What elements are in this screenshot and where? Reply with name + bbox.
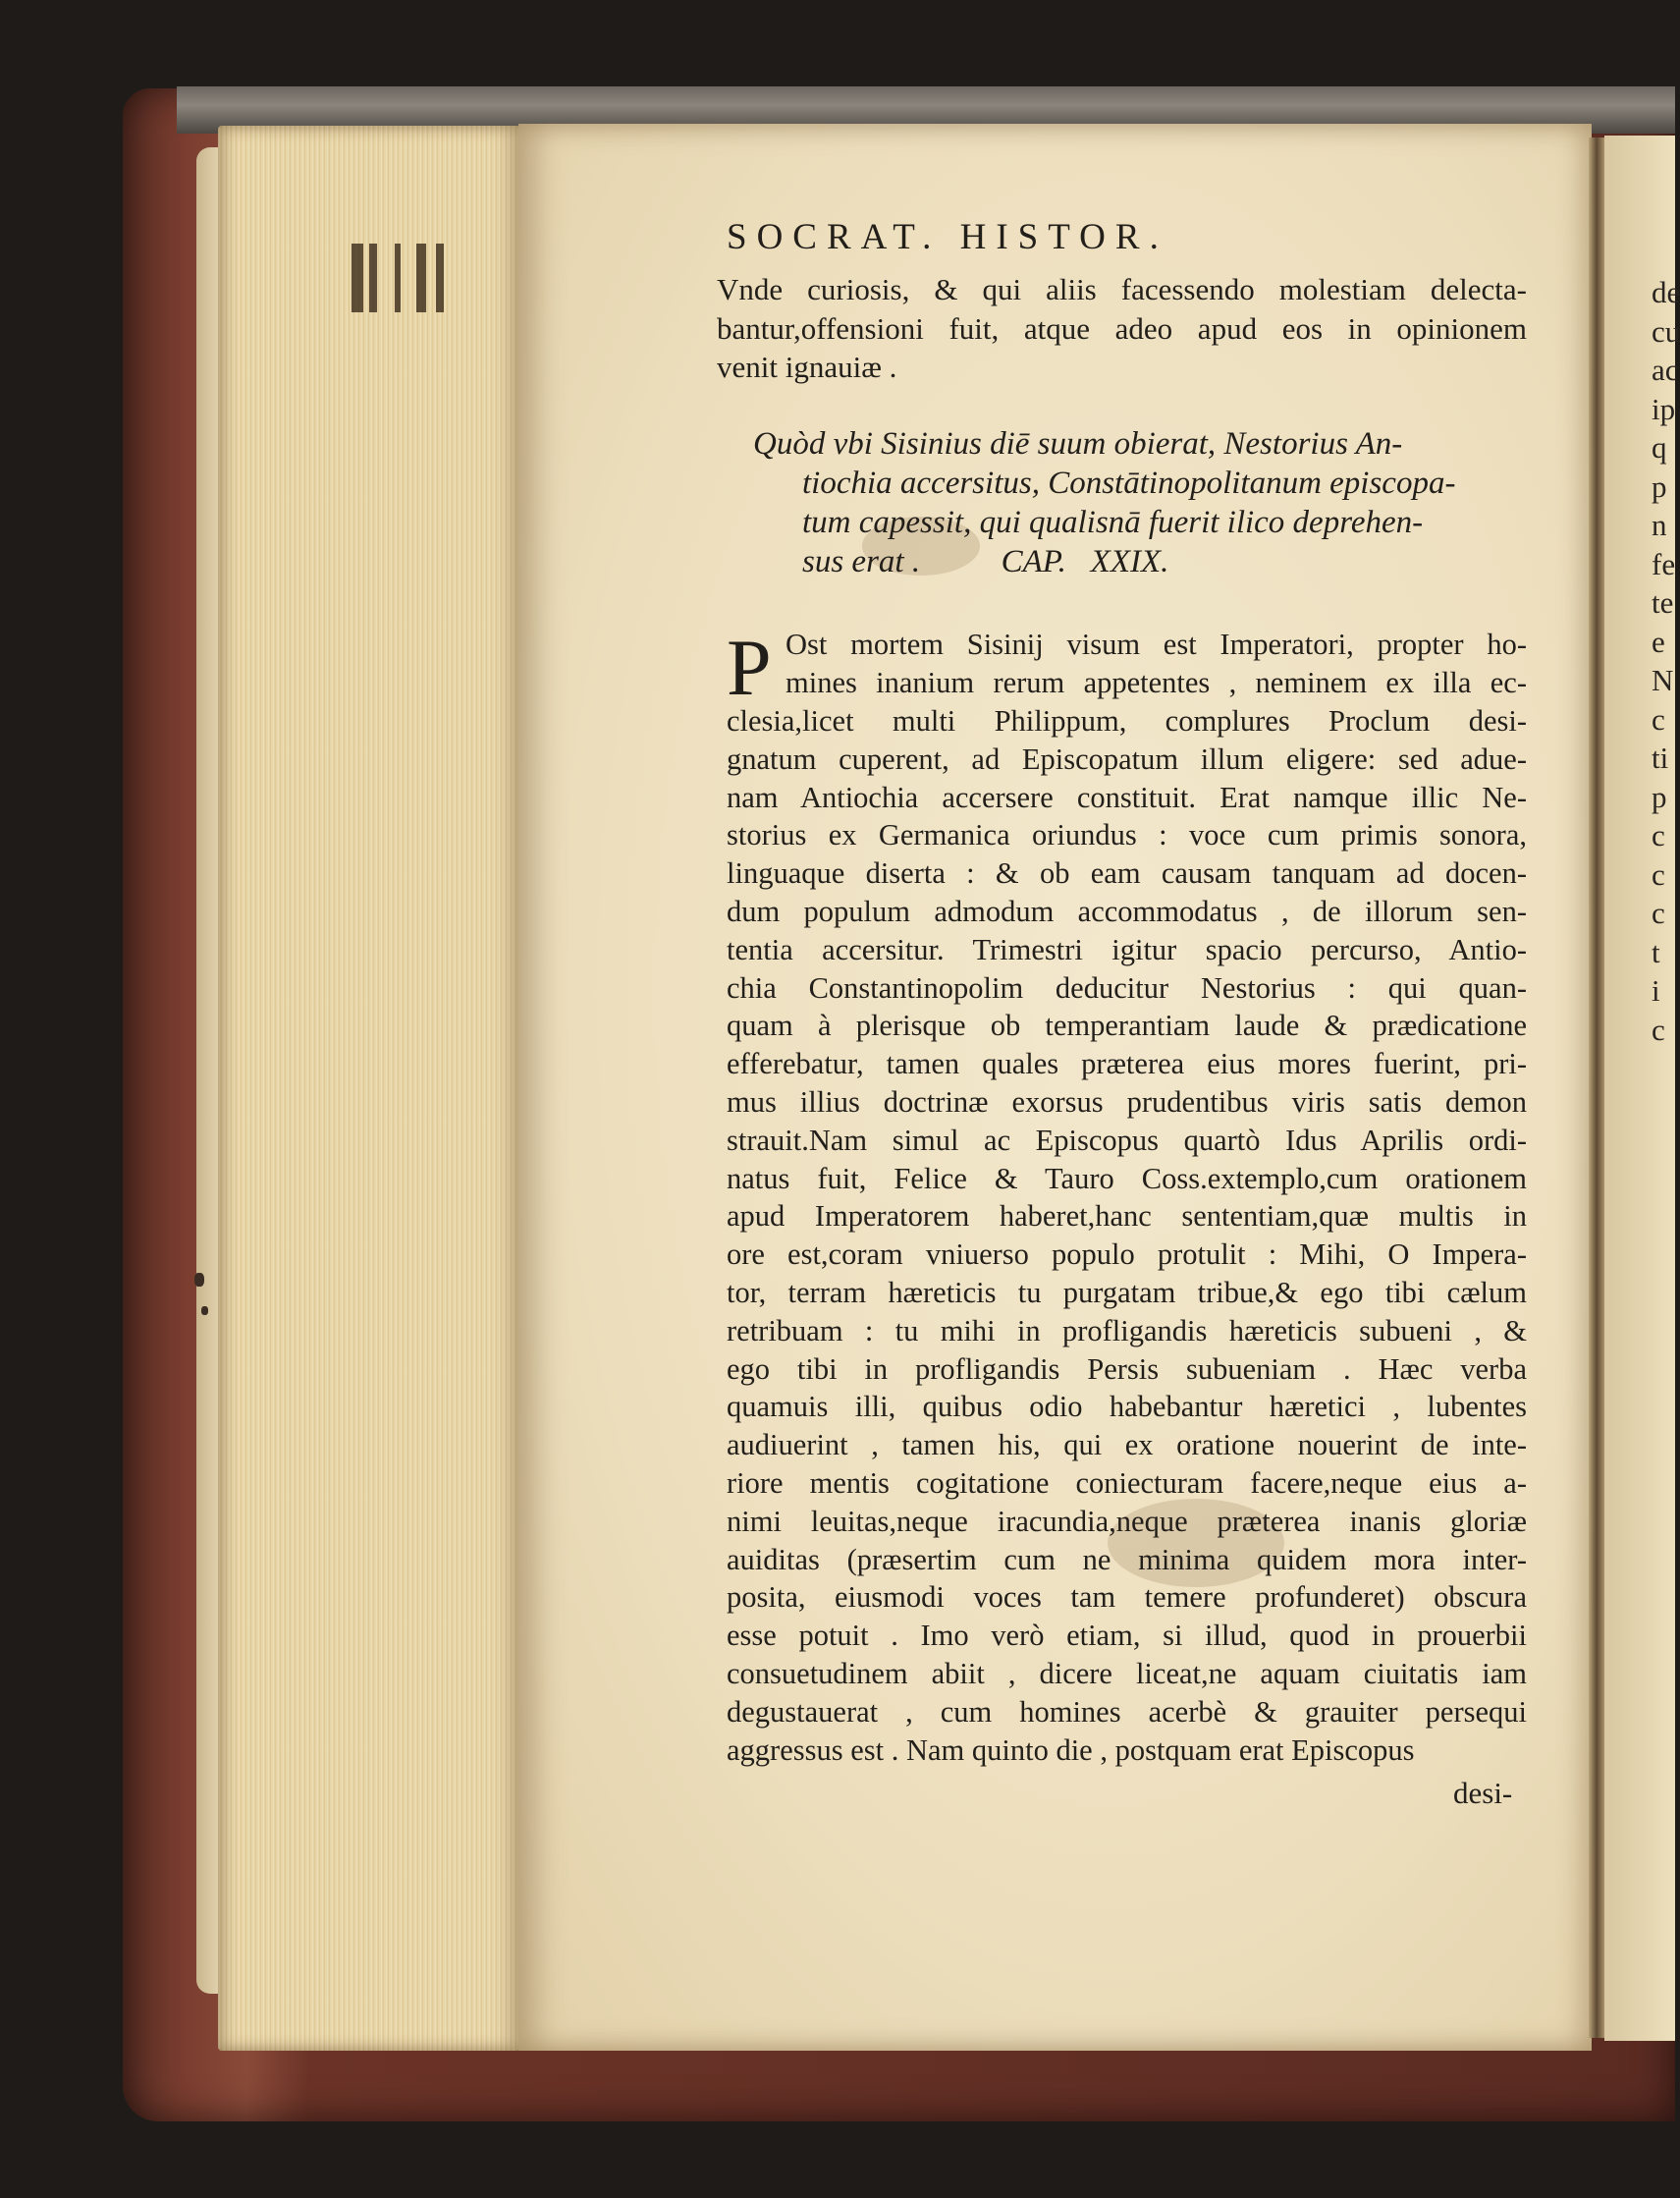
facing-fragment: ip [1652,391,1676,426]
text-line: chia Constantinopolim deducitur Nestorius : qui quan- [727,970,1527,1005]
running-head: SOCRAT. HISTOR. [727,217,1168,257]
heading-line: sus erat . CAP. XXIX. [802,544,1169,579]
text-line: riore mentis cogitatione coniecturam facere,neque eius a- [727,1465,1527,1500]
facing-page [1604,136,1680,2041]
text-line: mines inanium rerum appetentes , neminem ex illa ec- [786,665,1527,699]
facing-fragment: de [1652,275,1680,309]
facing-fragment: c [1652,1012,1665,1047]
text-line: bantur,offensioni fuit, atque adeo apud eos in opinionem [717,310,1527,346]
text-line: ore est,coram vniuerso populo protulit : Mihi, O Impera- [727,1237,1527,1272]
text-line: dum populum admodum accommodatus , de illorum sen- [727,894,1527,928]
text-line: nam Antiochia accersere constituit. Erat namque illic Ne- [727,780,1527,814]
text-line: nimi leuitas,neque iracundia,neque præterea inanis gloriæ [727,1504,1527,1538]
text-line: venit ignauiæ . [717,350,897,384]
facing-fragment: ti [1652,741,1669,775]
facing-fragment: cu [1652,313,1680,349]
text-line: tor, terram hæreticis tu purgatam tribue,& ego tibi cælum [727,1275,1527,1309]
body-opening [786,626,1527,702]
facing-page-text [1604,273,1680,1049]
cover-nail [194,1273,204,1287]
text-line: quam à plerisque ob temperantiam laude & prædicatione [727,1009,1527,1043]
heading-line: tiochia accersitus, Constātinopolitanum episcopa- [802,466,1456,501]
text-line: strauit.Nam simul ac Episcopus quartò Idus Aprilis ordi- [727,1123,1527,1157]
facing-fragment: c [1652,701,1665,737]
page-block-edge [218,126,520,2051]
heading-line: tum capessit, qui qualisnā fuerit ilico deprehen- [802,505,1424,540]
text-line: Vnde curiosis, & qui aliis facessendo molestiam delecta- [717,272,1527,306]
facing-fragment: c [1652,856,1665,892]
text-line: auiditas (præsertim cum ne minima quidem mora inter- [727,1542,1527,1576]
text-line: tentia accersitur. Trimestri igitur spacio percurso, Antio- [727,932,1527,966]
body-text [727,702,1527,1769]
facing-fragment: ac [1652,353,1679,387]
facing-fragment: t [1652,934,1660,969]
text-line: apud Imperatorem haberet,hanc sententiam,quæ multis in [727,1199,1527,1234]
text-line: retribuam : tu mihi in profligandis hæreticis subueni , & [727,1313,1527,1347]
facing-fragment: p [1652,779,1667,814]
text-line: clesia,licet multi Philippum, complures Proclum desi- [727,704,1527,738]
facing-fragment: N [1652,663,1674,697]
text-line: ego tibi in profligandis Persis subueniam . Hæc verba [727,1351,1527,1386]
facing-fragment: c [1652,818,1665,852]
text-line: quamuis illi, quibus odio habebantur hæretici , lubentes [727,1390,1527,1424]
text-line: natus fuit, Felice & Tauro Coss.extemplo,cum orationem [727,1161,1527,1195]
text-line: gnatum cuperent, ad Episcopatum illum eligere: sed adue- [727,742,1527,776]
text-line: consuetudinem abiit , dicere liceat,ne aquam ciuitatis iam [727,1656,1527,1690]
heading-line: Quòd vbi Sisinius diē suum obierat, Nestorius An- [753,426,1403,462]
text-line: audiuerint , tamen his, qui ex oratione nouerint de inte- [727,1428,1527,1462]
facing-fragment: c [1652,896,1665,930]
facing-fragment: fe [1652,546,1676,581]
text-line: efferebatur, tamen quales præterea eius mores fuerint, pri- [727,1047,1527,1081]
text-line: mus illius doctrinæ exorsus prudentibus viris satis demon [727,1084,1527,1119]
facing-fragment: p [1652,468,1667,504]
facing-fragment: e [1652,624,1665,659]
text-line: esse potuit . Imo verò etiam, si illud, quod in prouerbii [727,1619,1527,1653]
text-line: storius ex Germanica oriundus : voce cum primis sonora, [727,818,1527,852]
drop-cap: P [727,623,772,712]
facing-fragment: q [1652,430,1667,465]
text-line: aggressus est . Nam quinto die , postquam erat Episcopus [727,1732,1415,1767]
chapter-heading [753,424,1509,581]
facing-fragment: i [1652,973,1660,1008]
text-line: degustauerat , cum homines acerbè & grauiter persequi [727,1694,1527,1729]
facing-fragment: n [1652,508,1667,542]
text-line: Ost mortem Sisinij visum est Imperatori, propter ho- [786,628,1527,661]
gutter [1589,137,1604,2038]
catchword: desi- [1453,1776,1513,1810]
text-line: posita, eiusmodi voces tam temere profunderet) obscura [727,1580,1527,1615]
facing-fragment: te [1652,585,1674,620]
text-line: linguaque diserta : & ob eam causam tanquam ad docen- [727,856,1527,891]
top-paragraph [717,270,1527,387]
cover-nail [201,1306,208,1315]
